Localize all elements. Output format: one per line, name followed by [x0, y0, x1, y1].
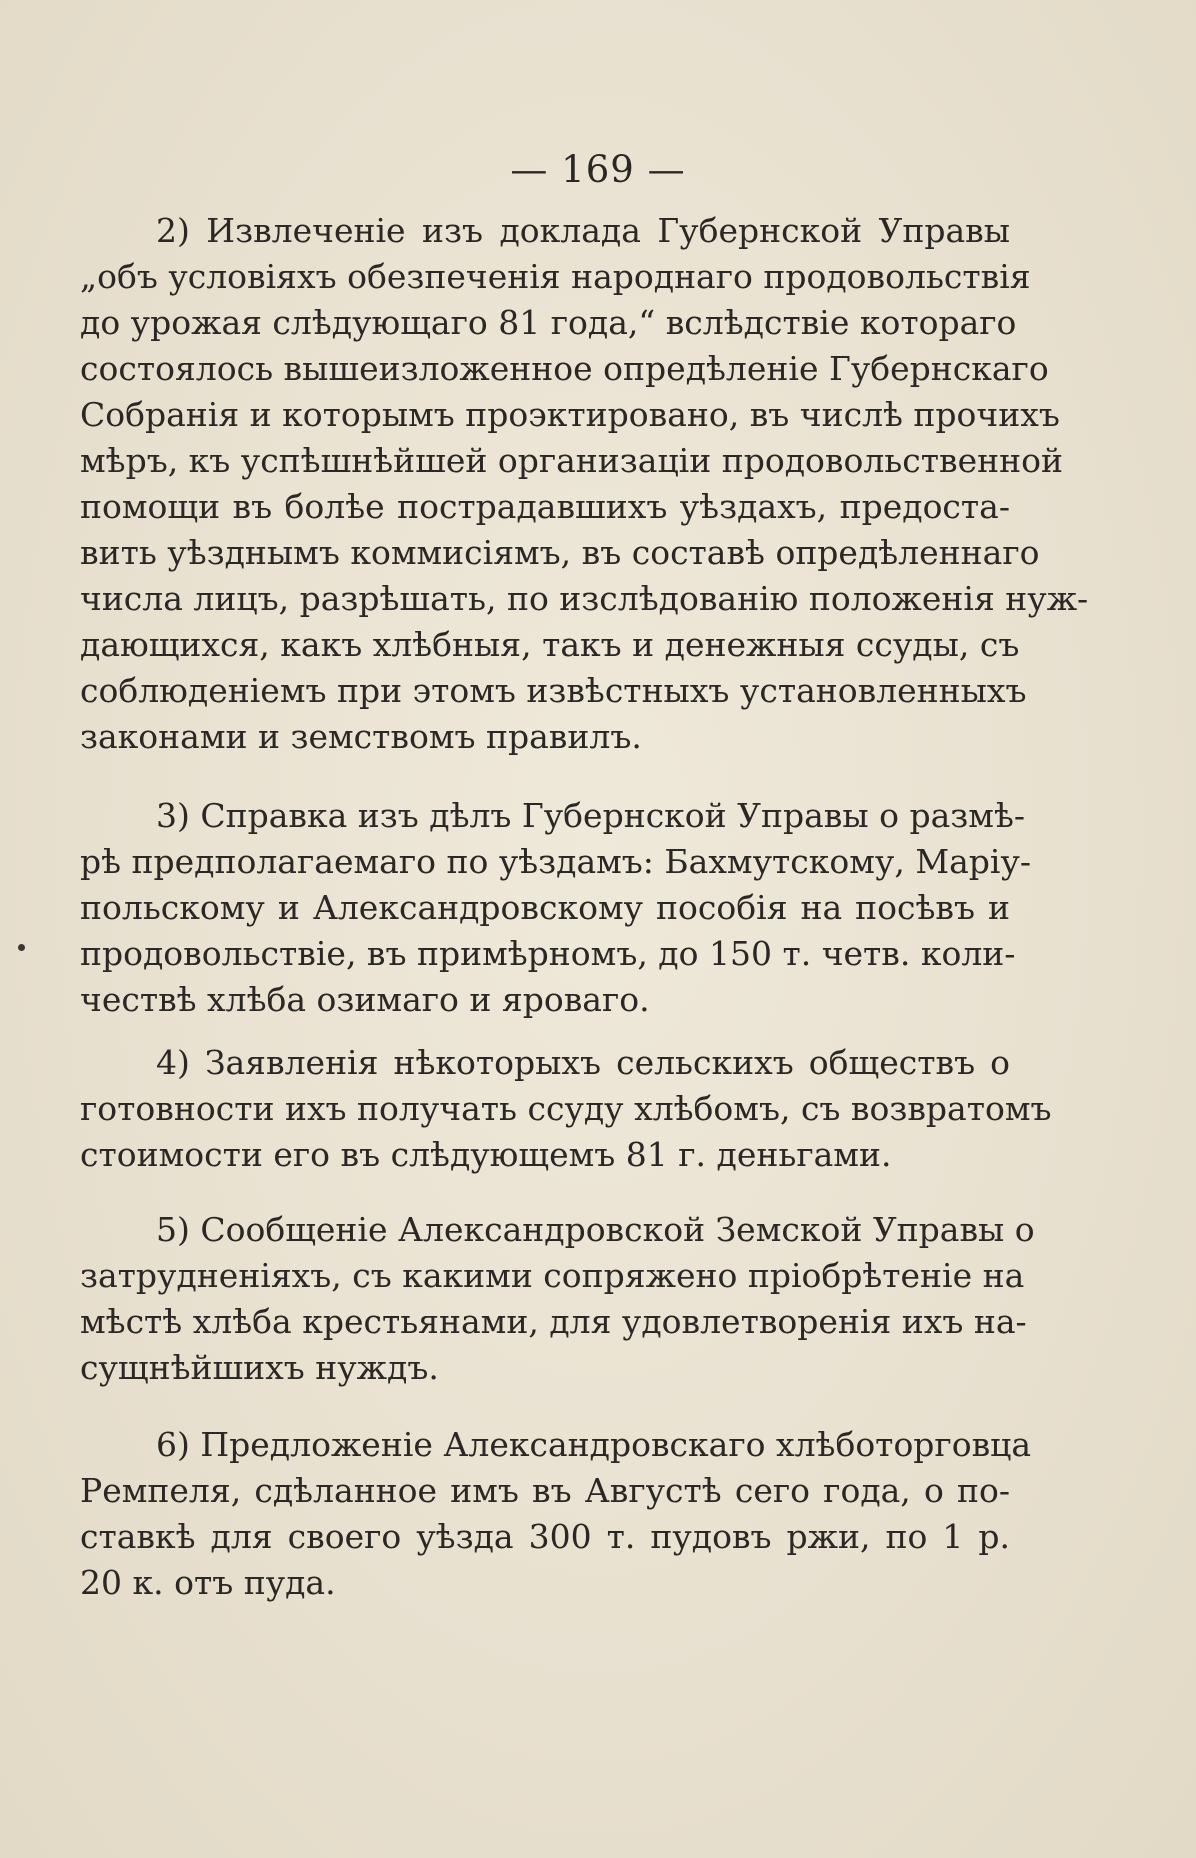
- page-number: — 169 —: [510, 148, 686, 191]
- text-line: Ремпеля, сдѣланное имъ въ Августѣ сего года, о по-: [80, 1471, 1010, 1510]
- text-line: помощи въ болѣе пострадавшихъ уѣздахъ, предоста-: [80, 487, 1010, 526]
- text-line: польскому и Александровскому пособія на посѣвъ и: [80, 888, 1010, 927]
- paragraph-2: [80, 208, 1089, 760]
- text-line: рѣ предполагаемаго по уѣздамъ: Бахмутскому, Маріу-: [80, 842, 1032, 881]
- text-line: чествѣ хлѣба озимаго и яроваго.: [80, 980, 650, 1019]
- text-line: числа лицъ, разрѣшать, по изслѣдованію положенія нуж-: [80, 579, 1089, 618]
- paragraph-6: [80, 1422, 1032, 1606]
- text-line: мѣръ, къ успѣшнѣйшей организаціи продовольственной: [80, 441, 1063, 480]
- text-line: стоимости его въ слѣдующемъ 81 г. деньгами.: [80, 1135, 892, 1174]
- text-line: законами и земствомъ правилъ.: [80, 717, 642, 756]
- text-line: затрудненіяхъ, съ какими сопряжено пріобрѣтеніе на: [80, 1256, 1025, 1295]
- text-line: вить уѣзднымъ коммисіямъ, въ составѣ опредѣленнаго: [80, 533, 1040, 572]
- text-line: сущнѣйшихъ нуждъ.: [80, 1348, 439, 1387]
- text-line: 2) Извлеченіе изъ доклада Губернской Управы: [156, 211, 1010, 250]
- margin-dot-mark: [18, 944, 25, 951]
- text-line: до урожая слѣдующаго 81 года,“ вслѣдствіе котораго: [80, 303, 1017, 342]
- text-line: „объ условіяхъ обезпеченія народнаго продовольствія: [80, 257, 1031, 296]
- text-line: ставкѣ для своего уѣзда 300 т. пудовъ ржи, по 1 р.: [80, 1517, 1010, 1556]
- text-line: 5) Сообщеніе Александровской Земской Управы о: [156, 1210, 1035, 1249]
- text-line: 20 к. отъ пуда.: [80, 1563, 336, 1602]
- text-line: дающихся, какъ хлѣбныя, такъ и денежныя ссуды, съ: [80, 625, 1020, 664]
- text-line: Собранія и которымъ проэктировано, въ числѣ прочихъ: [80, 395, 1060, 434]
- text-line: состоялось вышеизложенное опредѣленіе Губернскаго: [80, 349, 1049, 388]
- paragraph-4: [80, 1040, 1052, 1178]
- text-line: 6) Предложеніе Александровскаго хлѣботорговца: [156, 1425, 1032, 1464]
- text-line: готовности ихъ получать ссуду хлѣбомъ, съ возвратомъ: [80, 1089, 1052, 1128]
- text-line: мѣстѣ хлѣба крестьянами, для удовлетворенія ихъ на-: [80, 1302, 1027, 1341]
- text-line: соблюденіемъ при этомъ извѣстныхъ установленныхъ: [80, 671, 1027, 710]
- paragraph-5: [80, 1207, 1035, 1391]
- text-line: 4) Заявленія нѣкоторыхъ сельскихъ обществъ о: [156, 1043, 1010, 1082]
- text-line: продовольствіе, въ примѣрномъ, до 150 т. четв. коли-: [80, 934, 1016, 973]
- text-line: 3) Справка изъ дѣлъ Губернской Управы о размѣ-: [156, 796, 1026, 835]
- paragraph-3: [80, 793, 1032, 1023]
